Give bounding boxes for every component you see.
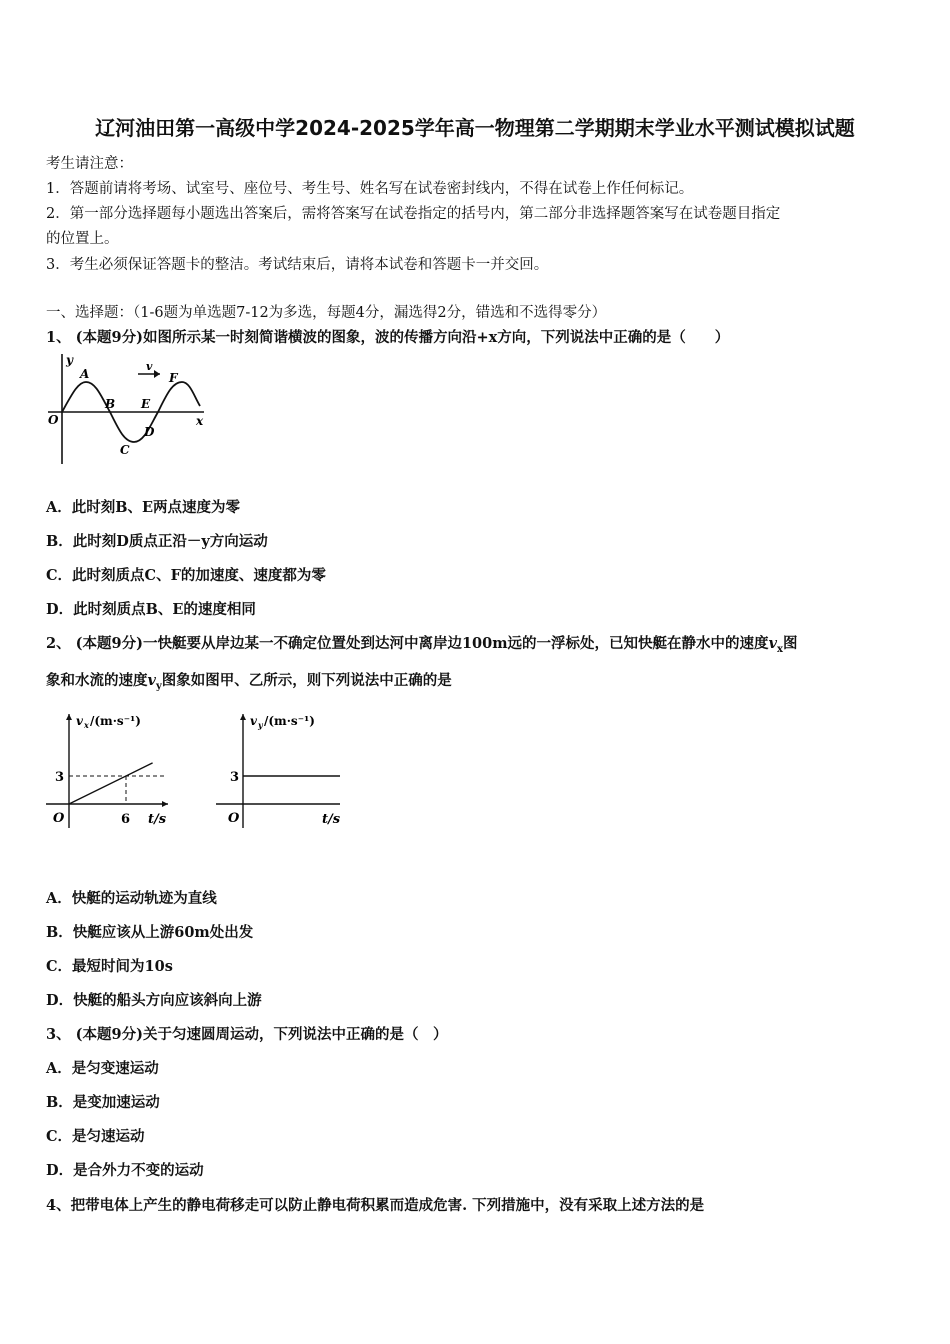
option-A: A．此时刻B、E两点速度为零 [46,499,241,516]
notice-item: 3．考生必须保证答题卡的整洁。考试结束后，请将本试卷和答题卡一并交回。 [46,257,549,273]
y-label-symbol: v [76,714,83,728]
arrow-head-icon [154,370,160,378]
origin-label: O [48,413,59,427]
y-label-sub: y [258,720,263,730]
point-A-label: A [80,367,90,381]
option-C: C．此时刻质点C、F的加速度、速度都为零 [46,567,326,584]
point-F-label: F [169,371,178,385]
y-label-symbol: v [250,714,257,728]
wave-figure [44,352,214,468]
x-tick-label: 6 [121,812,131,827]
question-2-stem-cont: 象和水流的速度$v_y$图象如图甲、乙所示，则下列说法中正确的是 [46,672,452,692]
x-arrow-icon [162,801,168,807]
option-B: B．此时刻D质点正沿－y方向运动 [46,533,268,550]
question-2-stem: 2、 (本题9分)一快艇要从岸边某一不确定位置处到达河中离岸边100m远的一浮标处，已知快艇在静水中的速度$v_x$图 [46,635,798,655]
point-D-label: D [144,425,155,439]
notice-item: 1．答题前请将考场、试室号、座位号、考生号、姓名写在试卷密封线内，不得在试卷上作任何标记。 [46,181,694,197]
option-C: C．最短时间为10s [46,958,173,975]
section-heading: 一、选择题：（1-6题为单选题7-12为多选，每题4分，漏选得2分，错选和不选得零分） [46,305,607,321]
option-A: A．是匀变速运动 [46,1060,159,1077]
question-3-stem: 3、 (本题9分)关于匀速圆周运动，下列说法中正确的是（ ） [46,1026,448,1043]
question-1-stem: 1、 (本题9分)如图所示某一时刻简谐横波的图象，波的传播方向沿+x方向，下列说法中正确的是（ ） [46,329,730,346]
option-C: C．是匀速运动 [46,1128,145,1145]
origin-label: O [53,811,65,826]
x-axis-label: x [196,414,204,428]
page-title: 辽河油田第一高级中学2024-2025学年高一物理第二学期期末学业水平测试模拟试题 [95,116,855,140]
point-C-label: C [120,443,130,457]
y-label-unit: /(m·s⁻¹) [264,714,315,728]
y-tick-label: 3 [55,770,65,785]
vx-series-line [69,763,153,804]
point-B-label: B [105,397,116,411]
y-axis-label: y [66,353,73,367]
origin-label: O [228,811,240,826]
y-tick-label: 3 [230,770,240,785]
velocity-label: v [146,360,153,373]
y-arrow-icon [66,714,72,720]
option-D: D．快艇的船头方向应该斜向上游 [46,992,262,1009]
y-arrow-icon [240,714,246,720]
vx-graph [44,706,179,834]
x-axis-label: t/s [322,812,341,827]
option-B: B．快艇应该从上游60m处出发 [46,924,254,941]
y-label-unit: /(m·s⁻¹) [90,714,141,728]
option-D: D．是合外力不变的运动 [46,1162,204,1179]
option-D: D．此时刻质点B、E的速度相同 [46,601,256,618]
notice-heading: 考生请注意： [46,156,133,172]
x-axis-label: t/s [148,812,167,827]
question-4-stem: 4、把带电体上产生的静电荷移走可以防止静电荷积累而造成危害. 下列措施中，没有采取上述方法的是 [46,1197,705,1214]
vy-graph [214,706,349,834]
notice-item: 的位置上。 [46,231,119,247]
y-label-sub: x [84,720,89,730]
option-B: B．是变加速运动 [46,1094,160,1111]
point-E-label: E [141,397,151,411]
option-A: A．快艇的运动轨迹为直线 [46,890,217,907]
notice-item: 2．第一部分选择题每小题选出答案后，需将答案写在试卷指定的括号内，第二部分非选择题答案写在试卷题目指定 [46,206,781,222]
